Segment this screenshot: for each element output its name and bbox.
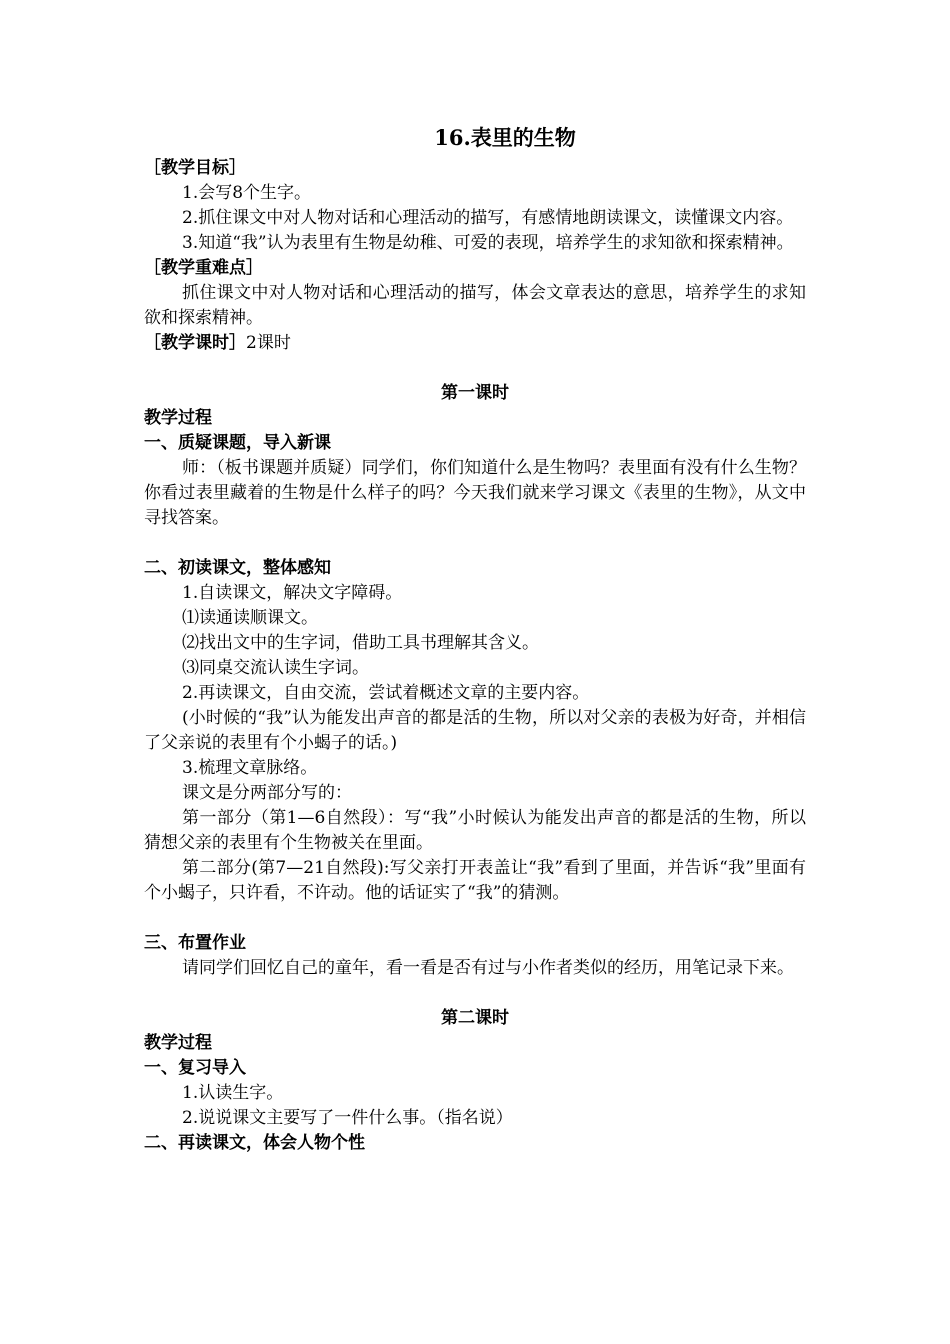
lesson1-section2-heading: 二、初读课文，整体感知 (144, 558, 331, 578)
lesson1-section3-heading: 三、布置作业 (144, 933, 246, 953)
lesson2-section1-heading: 一、复习导入 (144, 1058, 246, 1078)
hours-heading: ［教学课时］ (144, 333, 246, 353)
list-item: 课文是分两部分写的： (182, 783, 352, 803)
list-item: 1.认读生字。 (182, 1083, 284, 1103)
hours-line (144, 331, 806, 356)
part-description: 第一部分（第1—6自然段）：写“我”小时候认为能发出声音的都是活的生物，所以猜想父亲的表里有个生物被关在里面。 (144, 808, 806, 853)
lesson1-process: 教学过程 (144, 408, 212, 428)
list-item: 2.说说课文主要写了一件什么事。（指名说） (182, 1108, 513, 1128)
page-title: 16.表里的生物 (434, 125, 576, 150)
part-description: 第二部分(第7—21自然段):写父亲打开表盖让“我”看到了里面，并告诉“我”里面有个小蝎子，只许看，不许动。他的话证实了“我”的猜测。 (144, 858, 806, 903)
lesson1-section1-heading: 一、质疑课题，导入新课 (144, 433, 331, 453)
goal-item: 2.抓住课文中对人物对话和心理活动的描写，有感情地朗读课文，读懂课文内容。 (182, 208, 794, 228)
keypoints-text: 抓住课文中对人物对话和心理活动的描写，体会文章表达的意思，培养学生的求知欲和探索精神。 (144, 283, 806, 328)
spacer (144, 906, 806, 931)
list-item: ⑵找出文中的生字词，借助工具书理解其含义。 (182, 633, 539, 653)
lesson1-heading: 第一课时 (441, 383, 509, 403)
document-page (144, 120, 806, 1156)
lesson1-section3-text: 请同学们回忆自己的童年，看一看是否有过与小作者类似的经历，用笔记录下来。 (182, 958, 794, 978)
list-item: ⑴读通读顺课文。 (182, 608, 318, 628)
list-item-note: (小时候的“我”认为能发出声音的都是活的生物，所以对父亲的表极为好奇，并相信了父亲说的表里有个小蝎子的话。) (144, 708, 806, 753)
lesson2-heading: 第二课时 (441, 1008, 509, 1028)
lesson2-process: 教学过程 (144, 1033, 212, 1053)
goal-item: 1.会写8个生字。 (182, 183, 312, 203)
hours-value: 2课时 (246, 333, 291, 353)
spacer (144, 356, 806, 381)
list-item: ⑶同桌交流认读生字词。 (182, 658, 369, 678)
spacer (144, 981, 806, 1006)
spacer (144, 531, 806, 556)
lesson2-section2-heading: 二、再读课文，体会人物个性 (144, 1133, 365, 1153)
goal-item: 3.知道“我”认为表里有生物是幼稚、可爱的表现，培养学生的求知欲和探索精神。 (182, 233, 794, 253)
list-item: 2.再读课文，自由交流，尝试着概述文章的主要内容。 (182, 683, 590, 703)
keypoints-heading: ［教学重难点］ (144, 258, 263, 278)
goals-heading: ［教学目标］ (144, 158, 246, 178)
list-item: 1.自读课文，解决文字障碍。 (182, 583, 403, 603)
list-item: 3.梳理文章脉络。 (182, 758, 318, 778)
lesson1-section1-text: 师：（板书课题并质疑）同学们，你们知道什么是生物吗？表里面有没有什么生物？你看过表里藏着的生物是什么样子的吗？今天我们就来学习课文《表里的生物》，从文中寻找答案。 (144, 458, 806, 528)
